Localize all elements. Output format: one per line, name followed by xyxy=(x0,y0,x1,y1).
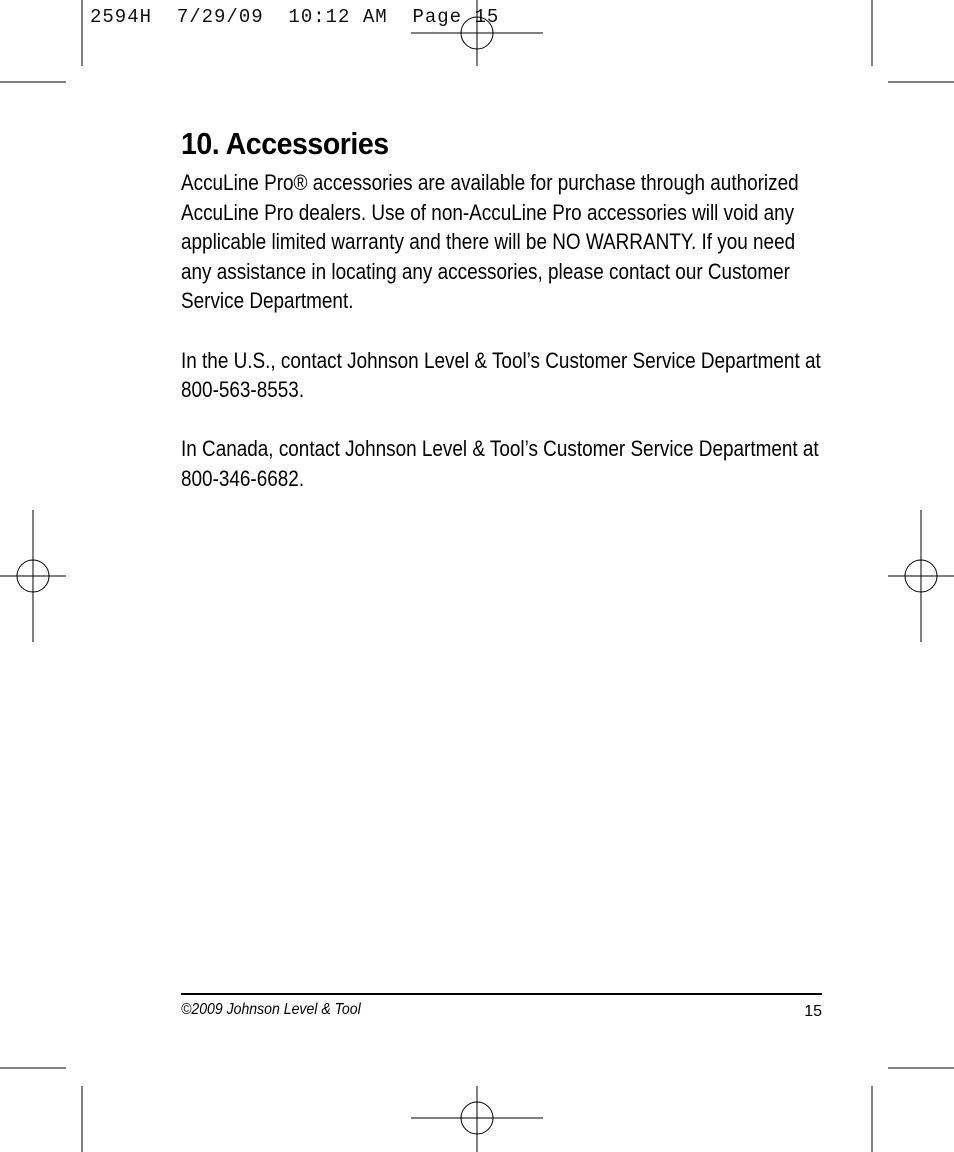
registration-mark-top xyxy=(411,0,543,66)
page-number: 15 xyxy=(804,1003,822,1020)
page-footer xyxy=(181,993,822,1019)
section-title: 10. Accessories xyxy=(181,126,389,161)
registration-mark-bottom xyxy=(411,1086,543,1152)
registration-mark-right xyxy=(888,510,954,642)
accessories-section xyxy=(181,126,831,523)
paragraph-us-contact: In the U.S., contact Johnson Level & Tool’s Customer Service Department at 800-563-8553. xyxy=(181,347,821,403)
paragraph-availability: AccuLine Pro® accessories are available for purchase through authorized AccuLine Pro dealers. Use of non-AccuLine Pro accessories will void any applicable limited warranty and there will be NO WARRANTY. If you need any assistance in locating any accessories, please contact our Customer Service Department. xyxy=(181,170,799,314)
paragraph-canada-contact: In Canada, contact Johnson Level & Tool’s Customer Service Department at 800-346-6682. xyxy=(181,436,819,491)
print-slug: 2594H 7/29/09 10:12 AM Page 15 xyxy=(90,6,500,28)
registration-mark-left xyxy=(0,510,66,642)
footer-copyright: ©2009 Johnson Level & Tool xyxy=(181,1001,361,1018)
